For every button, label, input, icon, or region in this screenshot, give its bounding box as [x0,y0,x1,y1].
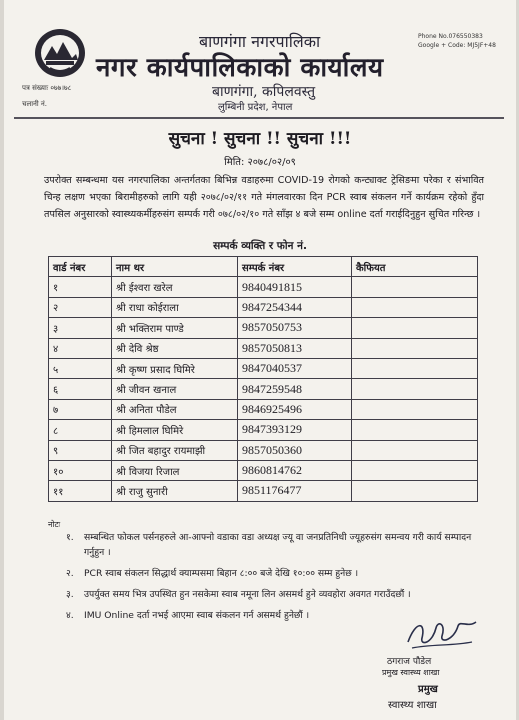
contacts-table [48,256,478,502]
notice-body: उपरोक्त सम्बन्धमा यस नगरपालिका अन्तर्गतका बिभिन्न वडाहरुमा COVID-19 रोगको कन्ट्याक्ट ट्रेसिङमा परेका र संभावित चिन्ह लक्षण भएका बिरामीहरुको लागि यही २०७८/०२/११ गते मंगलवारका दिन PCR स्वाब संकलन गर्ने कार्यक्रम रहेको हुँदा तपसिल अनुसारको स्वास्थ्यकर्मीहरुसंग सम्पर्क गरी ०७८/०२/१० गते साँझ ४ बजे सम्म online दर्ता गराईदिनुहुन सुचित गरिन्छ । [44,175,484,220]
remarks-cell [352,420,478,440]
note-number: २. [66,568,74,579]
note-number: ४. [66,610,74,621]
nepal-emblem-icon [34,28,86,78]
phone-cell: 9847259548 [238,379,352,399]
table-row [49,399,478,419]
remarks-cell [352,318,478,338]
ward-cell: ५ [49,358,112,378]
note-number: ३. [66,589,74,600]
name-cell: श्री अनिता पौडेल [112,399,238,419]
table-row [49,318,478,338]
ward-cell: ११ [49,481,112,501]
signatory-name: ठगराज पौडेल [387,657,432,667]
table-header-row [49,257,478,277]
notes-label: नोटः [48,520,61,529]
remarks-cell [352,440,478,460]
remarks-cell [352,277,478,297]
contacts-heading: सम्पर्क व्यक्ति र फोन नं. [213,240,307,252]
table-row [49,379,478,399]
remarks-cell [352,358,478,378]
table-row [49,297,478,317]
office-address: बाणगंगा, कपिलवस्तु [212,84,316,100]
table-row [49,481,478,501]
table-row [49,440,478,460]
ward-cell: ९ [49,440,112,460]
name-cell: श्री राधा कोईराला [112,297,238,317]
name-cell: श्री जीवन खनाल [112,379,238,399]
plus-code: Google + Code: MJ5JF+48 [418,42,496,49]
notice-document [4,0,516,720]
signatory-title: प्रमुख स्वास्थ्य शाखा [382,668,440,677]
list-item [66,530,476,560]
notice-title: सुचना ! सुचना !! सुचना !!! [168,129,352,149]
province-line: लुम्बिनी प्रदेश, नेपाल [218,102,293,113]
name-cell: श्री हिमलाल घिमिरे [112,420,238,440]
contact-info [418,32,496,50]
phone-cell: 9857050813 [238,338,352,358]
remarks-cell [352,297,478,317]
reference-number: पत्र संख्याः ०७७।७८ [22,84,72,92]
note-text: सम्बन्धित फोकल पर्सनहरुले आ-आफ्नो वडाका वडा अध्यक्ष ज्यू वा जनप्रतिनिधी ज्यूहरुसंग समन्वय गरी कार्य सम्पादन गर्नुहुन । [84,532,472,558]
remarks-cell [352,460,478,480]
table-row [49,420,478,440]
note-text: उपर्युक्त समय भित्र उपस्थित हुन नसकेमा स्वाब नमूना लिन असमर्थ हुने व्यवहोरा अवगत गराउँदछौं । [84,589,411,600]
signatory-department: स्वास्थ्य शाखा [388,700,437,711]
phone-cell: 9857050753 [238,318,352,338]
ward-cell: १० [49,460,112,480]
name-cell: श्री देवि श्रेष्ठ [112,338,238,358]
phone-cell: 9847393129 [238,420,352,440]
notice-date: मिति: २०७८/०२/०९ [224,157,296,168]
phone-cell: 9851176477 [238,481,352,501]
phone-cell: 9847254344 [238,297,352,317]
remarks-cell [352,399,478,419]
remarks-cell [352,338,478,358]
phone-number: Phone No.076550383 [418,33,483,40]
phone-cell: 9840491815 [238,277,352,297]
table-row [49,338,478,358]
phone-cell: 9857050360 [238,440,352,460]
ward-cell: ७ [49,399,112,419]
ward-cell: ३ [49,318,112,338]
column-header-ward: वार्ड नंबर [49,257,112,277]
name-cell: श्री भक्तिराम पाण्डे [112,318,238,338]
ward-cell: २ [49,297,112,317]
ward-cell: ८ [49,420,112,440]
table-row [49,460,478,480]
note-text: IMU Online दर्ता नभई आएमा स्वाब संकलन गर्न असमर्थ हुनेछौं । [84,610,310,621]
column-header-remarks: कैफियत [352,257,478,277]
ward-cell: ४ [49,338,112,358]
table-row [49,358,478,378]
signature-icon [402,614,482,654]
letterhead [4,0,516,118]
note-text: PCR स्वाब संकलन सिद्धार्थ क्याम्पसमा बिहान ८:०० बजे देखि १०:०० सम्म हुनेछ । [84,568,359,579]
ward-cell: १ [49,277,112,297]
name-cell: श्री ईश्वरा खरेल [112,277,238,297]
list-item [66,566,476,581]
remarks-cell [352,379,478,399]
column-header-name: नाम थर [112,257,238,277]
municipality-name: बाणगंगा नगरपालिका [199,32,321,51]
name-cell: श्री विजया रिजाल [112,460,238,480]
phone-cell: 9847040537 [238,358,352,378]
name-cell: श्री कृष्ण प्रसाद घिमिरे [112,358,238,378]
name-cell: श्री राजु सुनारी [112,481,238,501]
phone-cell: 9846925496 [238,399,352,419]
office-title: नगर कार्यपालिकाको कार्यालय [96,53,384,83]
signatory-designation: प्रमुख [418,684,438,695]
phone-cell: 9860814762 [238,460,352,480]
note-number: १. [66,532,74,543]
list-item [66,587,476,602]
table-row [49,277,478,297]
header-divider [14,117,504,119]
column-header-phone: सम्पर्क नंबर [238,257,352,277]
ward-cell: ६ [49,379,112,399]
dispatch-number: चलानी नं. [22,100,48,108]
name-cell: श्री जित बहादुर रायमाझी [112,440,238,460]
remarks-cell [352,481,478,501]
